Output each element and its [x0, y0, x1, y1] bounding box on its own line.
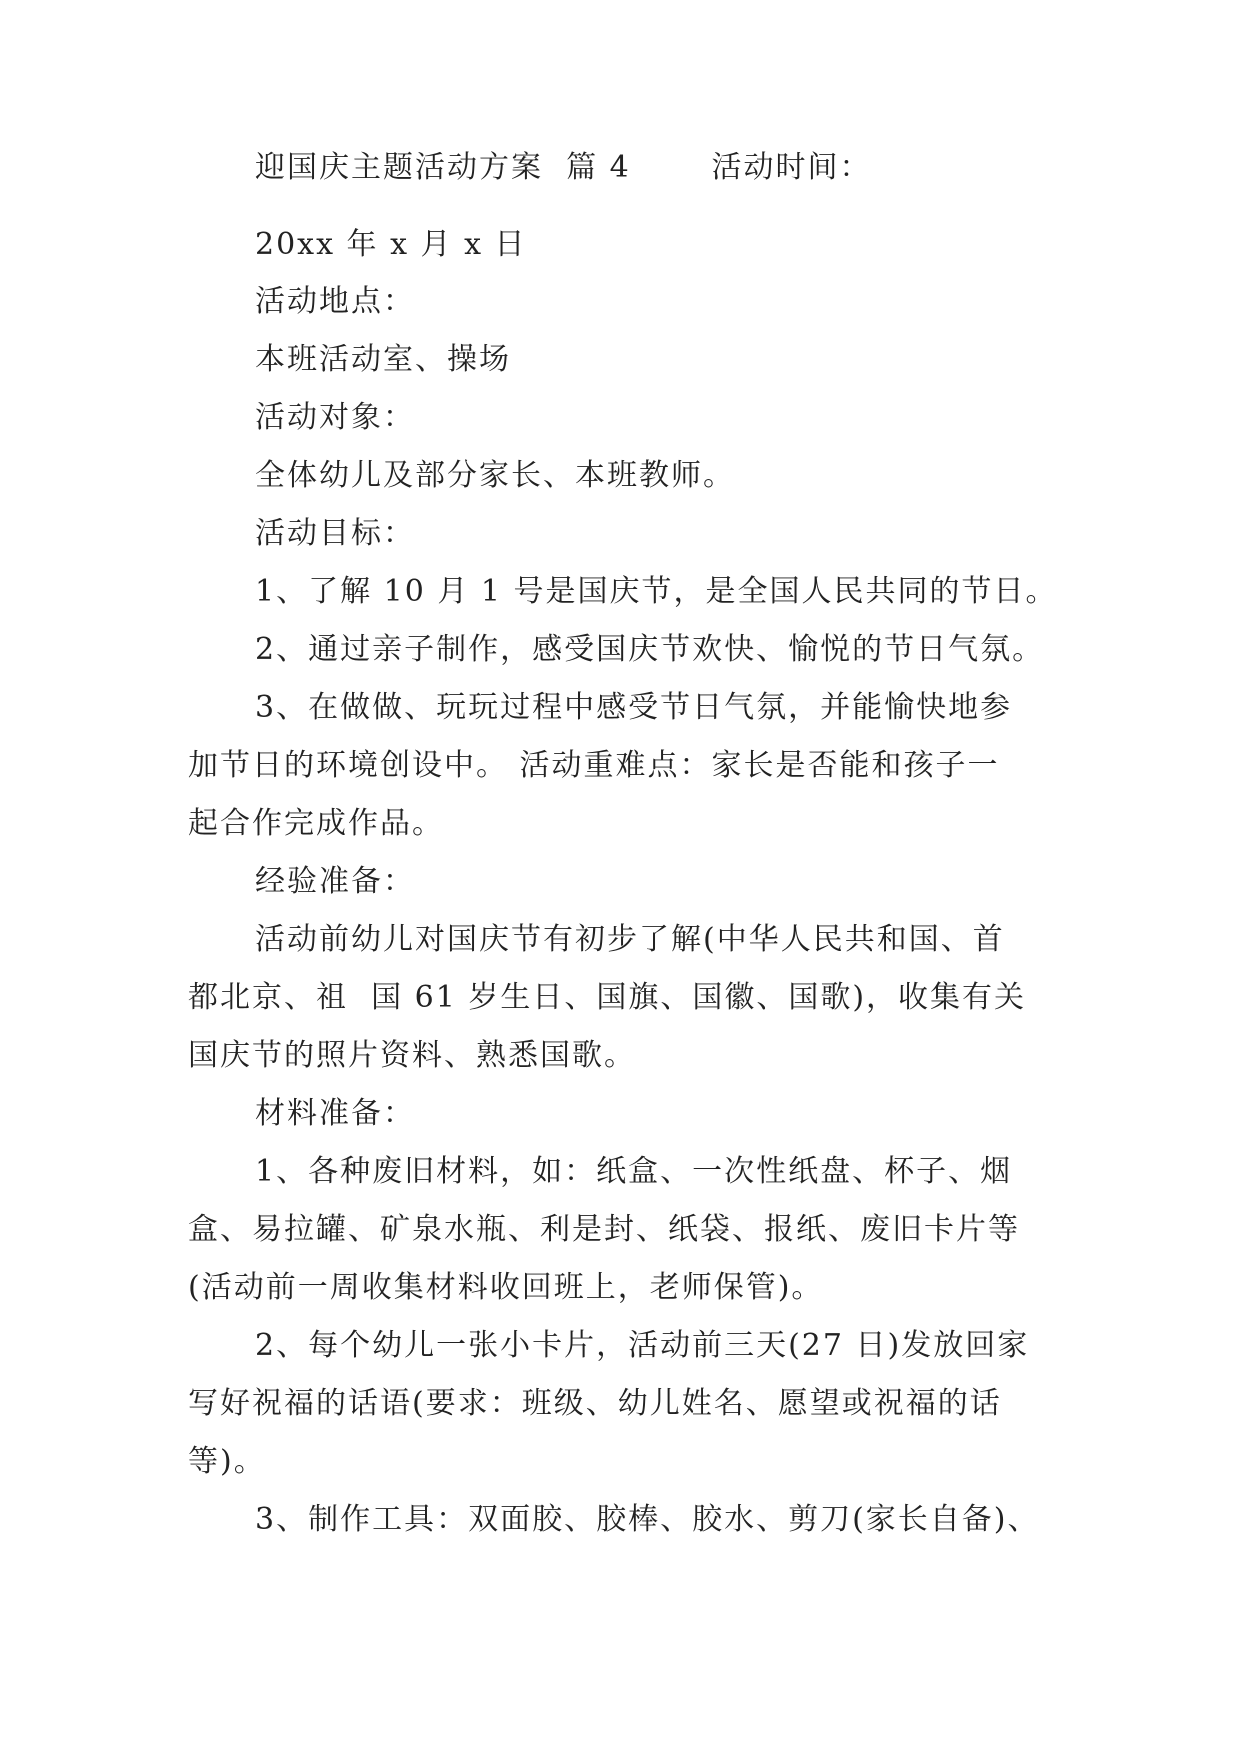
- text-line-material-2: 2、每个幼儿一张小卡片，活动前三天(27 日)发放回家: [255, 1328, 1030, 1363]
- text-line-experience-cont2: 国庆节的照片资料、熟悉国歌。: [188, 1038, 636, 1073]
- text-line-location: 本班活动室、操场: [255, 342, 511, 377]
- text-line-goal-3: 3、在做做、玩玩过程中感受节日气氛，并能愉快地参: [255, 690, 1013, 725]
- text-line-goal-2: 2、通过亲子制作，感受国庆节欢快、愉悦的节日气氛。: [255, 632, 1045, 667]
- text-line-material-1-cont: 盒、易拉罐、矿泉水瓶、利是封、纸袋、报纸、废旧卡片等: [188, 1212, 1020, 1247]
- text-line-audience-heading: 活动对象：: [255, 400, 415, 435]
- text-line-experience: 活动前幼儿对国庆节有初步了解(中华人民共和国、首: [255, 922, 1005, 957]
- text-line-goal-3-cont: 加节日的环境创设中。 活动重难点：家长是否能和孩子一: [188, 748, 1000, 783]
- text-line-material-3: 3、制作工具：双面胶、胶棒、胶水、剪刀(家长自备)、: [255, 1502, 1040, 1537]
- text-line-date: 20xx 年 x 月 x 日: [255, 227, 527, 262]
- text-line-audience: 全体幼儿及部分家长、本班教师。: [255, 458, 735, 493]
- text-line-title: 迎国庆主题活动方案 篇 4 活动时间：: [255, 150, 872, 185]
- text-line-goal-1: 1、了解 10 月 1 号是国庆节，是全国人民共同的节日。: [255, 574, 1058, 609]
- text-line-goal-3-cont2: 起合作完成作品。: [188, 806, 444, 841]
- text-line-material-2-cont2: 等)。: [188, 1444, 266, 1479]
- text-line-experience-heading: 经验准备：: [255, 864, 415, 899]
- text-line-goals-heading: 活动目标：: [255, 516, 415, 551]
- text-line-material-2-cont: 写好祝福的话语(要求：班级、幼儿姓名、愿望或祝福的话: [188, 1386, 1002, 1421]
- text-line-location-heading: 活动地点：: [255, 284, 415, 319]
- text-line-material-1: 1、各种废旧材料，如：纸盒、一次性纸盘、杯子、烟: [255, 1154, 1013, 1189]
- text-line-experience-cont: 都北京、祖 国 61 岁生日、国旗、国徽、国歌)，收集有关: [188, 980, 1027, 1015]
- text-line-materials-heading: 材料准备：: [255, 1096, 415, 1131]
- text-line-material-1-cont2: (活动前一周收集材料收回班上，老师保管)。: [188, 1270, 824, 1305]
